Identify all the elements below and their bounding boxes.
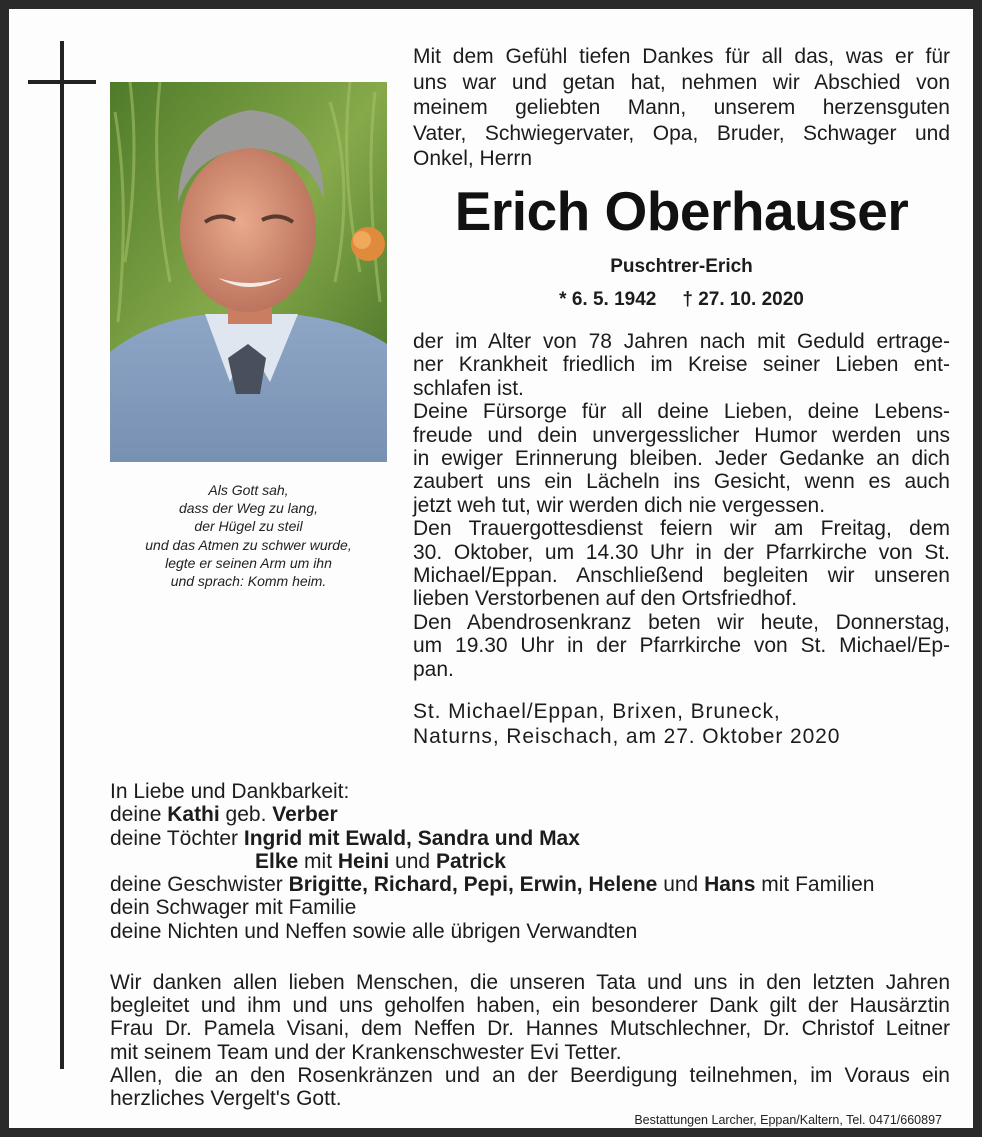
siblings-suffix: mit Familien [755,873,875,897]
poem-line: Als Gott sah, [208,482,289,498]
intro-line: Mit dem Gefühl tiefen Dankes für all das, was er für [413,45,950,68]
daughters-prefix: deine Töchter [110,826,244,850]
mourners-list [110,780,960,943]
poem-line: und sprach: Komm heim. [170,573,327,590]
body-line: Den Abendrosenkranz beten wir heute, Donnerstag, [413,610,950,634]
body-line: lieben Verstorbenen auf den Ortsfriedhof. [413,587,798,611]
place-line: Naturns, Reischach, am 27. Oktober 2020 [413,725,841,748]
thanks-line: mit seinem Team und der Krankenschwester Evi Tetter. [110,1040,622,1064]
mourner-wife [110,803,960,826]
body-line: freude und dein unvergesslicher Humor werden uns [413,423,950,447]
thanks-paragraph [110,971,950,1110]
body-line: Den Trauergottesdienst feiern wir am Freitag, dem [413,517,950,541]
partner-name: Heini [337,849,390,873]
thanks-line: Frau Dr. Pamela Visani, dem Neffen Dr. Hannes Mutschlechner, Dr. Christof Leitner [110,1017,950,1041]
siblings-names: Brigitte, Richard, Pepi, Erwin, Helene [288,873,658,897]
body-line: zaubert uns ein Lächeln ins Gesicht, wenn es auch [413,470,950,494]
poem-line: und das Atmen zu schwer wurde, [145,536,352,553]
wife-maiden-name: Verber [272,803,338,827]
intro-line: Vater, Schwiegervater, Opa, Bruder, Schwager und [413,121,950,145]
body-line: pan. [413,657,454,681]
life-dates [413,288,950,312]
joiner-mit: mit [298,849,338,873]
daughter-name: Elke [255,849,299,873]
wife-geb: geb. [219,803,273,827]
intro-line: meinem geliebten Mann, unserem herzensguten [413,96,950,120]
wife-name: Kathi [167,803,220,827]
mourner-daughters [110,827,960,850]
deceased-nickname: Puschtrer-Erich [610,256,753,277]
body-line: 30. Oktober, um 14.30 Uhr in der Pfarrkirche von St. [413,540,950,564]
intro-line: uns war und getan hat, nehmen wir Abschied von [413,70,950,94]
thanks-line: herzliches Vergelt's Gott. [110,1087,342,1111]
wife-prefix: deine [110,803,168,827]
mourners-heading: In Liebe und Dankbarkeit: [110,780,350,803]
child-name: Patrick [435,849,506,873]
mourner-relatives: deine Nichten und Neffen sowie alle übrigen Verwandten [110,919,638,943]
body-line: Michael/Eppan. Anschließend begleiten wir unseren [413,564,950,588]
body-line: der im Alter von 78 Jahren nach mit Geduld ertrage- [413,330,950,353]
portrait-photo [110,82,387,462]
intro-line: Onkel, Herrn [413,147,533,171]
joiner-und: und [657,873,705,897]
body-line: schlafen ist. [413,376,524,400]
poem-line: der Hügel zu steil [194,518,303,535]
body-line: um 19.30 Uhr in der Pfarrkirche von St. Michael/Ep- [413,634,950,658]
body-line: ner Krankheit friedlich im Kreise seiner Lieben ent- [413,353,950,377]
sibling-last-name: Hans [704,873,756,897]
joiner-und: und [389,849,436,873]
daughters-names: Ingrid mit Ewald, Sandra und Max [243,826,580,850]
mourner-siblings [110,873,960,896]
body-line: Deine Fürsorge für all deine Lieben, deine Lebens- [413,400,950,424]
poem-line: legte er seinen Arm um ihn [165,554,332,571]
body-line: in ewiger Erinnerung bleiben. Jeder Gedanke an dich [413,447,950,471]
place-date [413,699,950,749]
intro-paragraph [413,44,950,172]
death-date: † 27. 10. 2020 [682,289,804,310]
birth-date: * 6. 5. 1942 [559,289,657,310]
cross-icon [60,41,64,1069]
mourner-brother-in-law: dein Schwager mit Familie [110,896,357,920]
siblings-prefix: deine Geschwister [110,873,289,897]
body-text [413,330,950,681]
thanks-line: Allen, die an den Rosenkränzen und an der Beerdigung teilnehmen, im Voraus ein [110,1063,950,1087]
poem [110,481,387,590]
thanks-line: Wir danken allen lieben Menschen, die unseren Tata und uns in den letzten Jahren [110,971,950,994]
poem-line: dass der Weg zu lang, [178,500,319,517]
deceased-name: Erich Oberhauser [454,180,909,242]
mourner-daughter-2 [110,850,960,873]
thanks-line: begleitet und ihm und uns geholfen haben, ein besonderer Dank gilt der Hausärztin [110,994,950,1018]
place-line: St. Michael/Eppan, Brixen, Bruneck, [413,700,781,723]
funeral-home-footer: Bestattungen Larcher, Eppan/Kaltern, Tel. 0471/660897 [634,1113,942,1127]
cross-icon-bar [28,80,96,84]
body-line: jetzt weh tut, wir werden dich nie vergessen. [413,493,826,517]
